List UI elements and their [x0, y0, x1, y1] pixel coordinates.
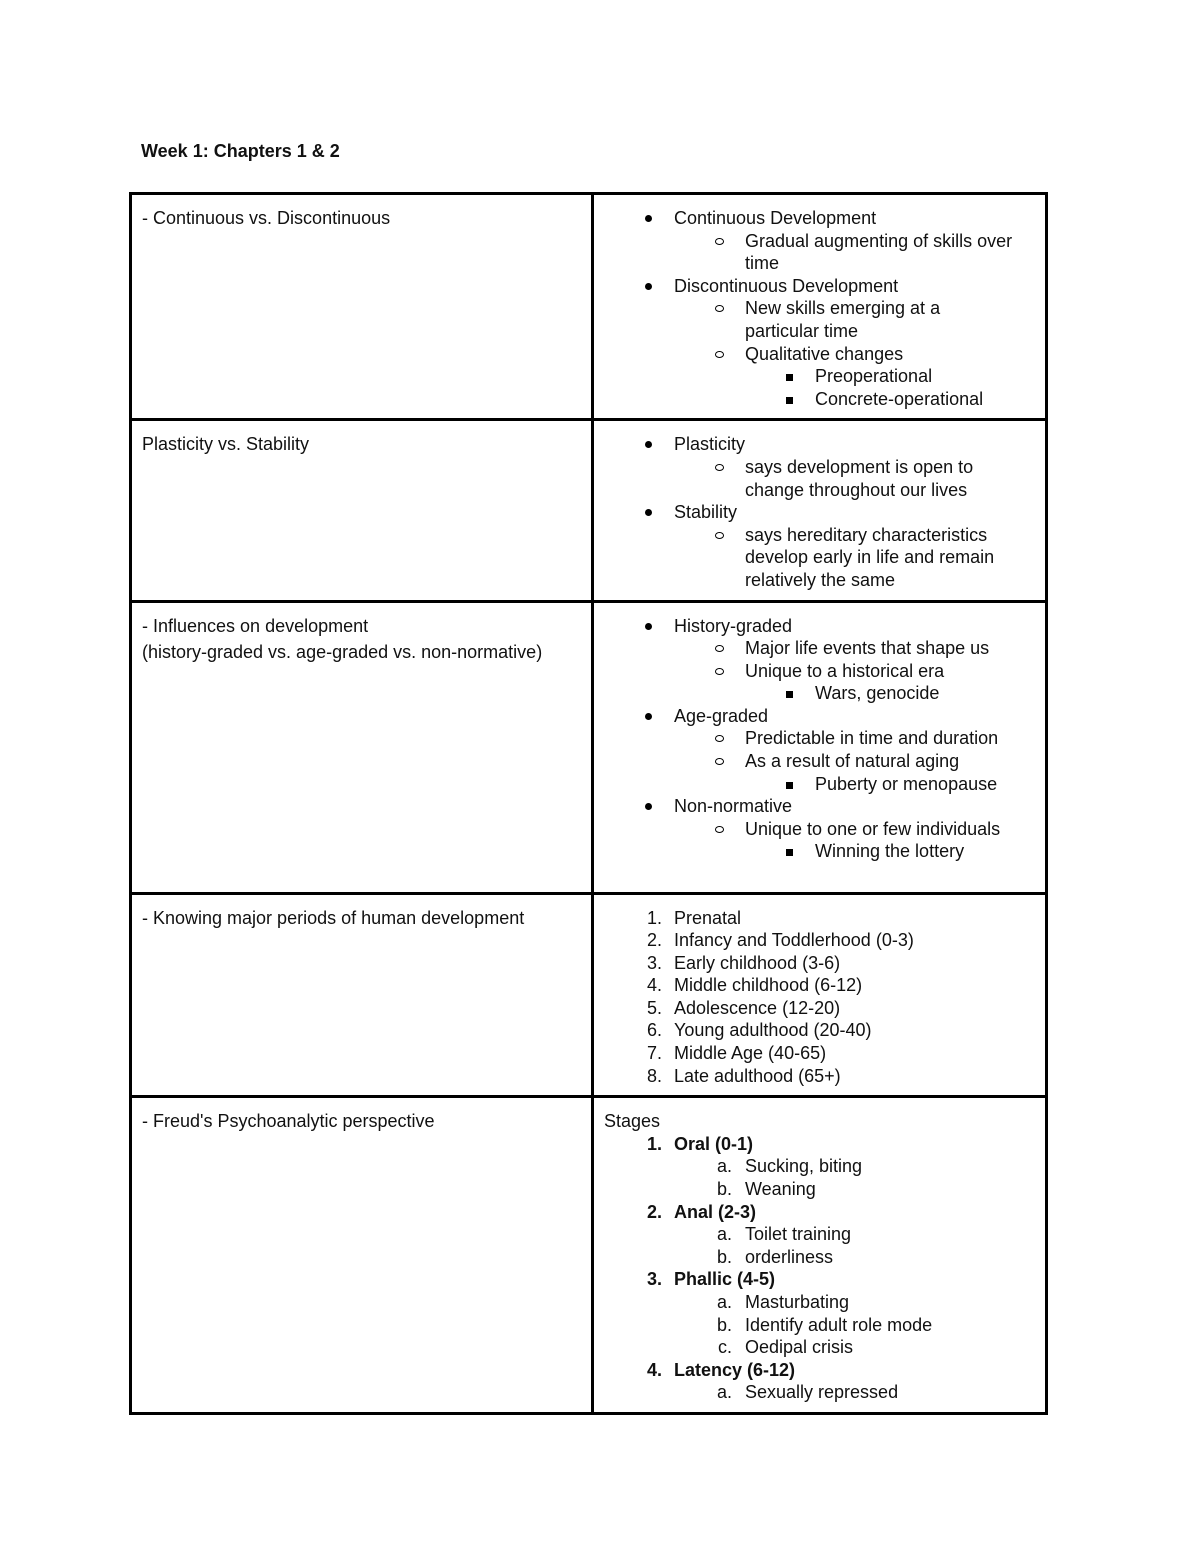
- list-item-text: New skills emerging at a: [745, 298, 941, 319]
- list-marker: a.: [716, 1224, 732, 1245]
- list-item-text: Identify adult role mode: [745, 1314, 933, 1335]
- list-item-text: Early childhood (3-6): [674, 952, 841, 973]
- list-item-text: Prenatal: [674, 907, 742, 928]
- list-item-text: Late adulthood (65+): [674, 1065, 841, 1086]
- list-item: [604, 1133, 1037, 1156]
- list-item-text: Sucking, biting: [745, 1156, 863, 1177]
- list-item: [604, 388, 1037, 411]
- list-item-text: Toilet training: [745, 1224, 852, 1245]
- topic-cell: [131, 1097, 593, 1414]
- list-item: [604, 997, 1037, 1020]
- list-item: [604, 569, 1037, 592]
- list-item: [604, 637, 1037, 660]
- list-item: [604, 929, 1037, 952]
- list-item-text: Unique to one or few individuals: [745, 818, 1001, 839]
- list-item-text: Middle Age (40-65): [674, 1043, 827, 1064]
- list-item-text: particular time: [745, 320, 859, 341]
- list-item-text: Latency (6-12): [674, 1359, 796, 1380]
- table-row: [131, 194, 1047, 420]
- list-item-text: develop early in life and remain: [745, 547, 995, 568]
- list-item: [604, 479, 1037, 502]
- list-item: [604, 252, 1037, 275]
- list-marker: 2.: [646, 1201, 662, 1222]
- topic-text: Plasticity vs. Stability: [142, 434, 310, 455]
- list-item: [604, 1359, 1037, 1382]
- list-marker: a.: [716, 1292, 732, 1312]
- topic-text: - Freud's Psychoanalytic perspective: [142, 1111, 435, 1132]
- list-marker: a.: [716, 1382, 732, 1403]
- list-item: [604, 773, 1037, 796]
- notes-cell: [593, 601, 1047, 893]
- notes-table: [129, 192, 1048, 1415]
- list-item-text: Sexually repressed: [745, 1382, 899, 1403]
- list-item-text: Middle childhood (6-12): [674, 975, 863, 996]
- list-item: [604, 546, 1037, 569]
- list-item: [604, 952, 1037, 975]
- list-item-text: says development is open to: [745, 456, 974, 477]
- list-item-text: Masturbating: [745, 1292, 850, 1312]
- list-item-text: Continuous Development: [674, 208, 877, 228]
- list-heading: [604, 1110, 1037, 1133]
- list-item: [604, 727, 1037, 750]
- notes-cell: [593, 420, 1047, 601]
- list-item: [604, 1246, 1037, 1269]
- list-item-text: Weaning: [745, 1179, 816, 1200]
- list-item-text: Stability: [674, 502, 738, 523]
- list-marker: b.: [716, 1179, 732, 1200]
- list-item-text: change throughout our lives: [745, 479, 968, 500]
- list-item: [604, 660, 1037, 683]
- list-item-text: Discontinuous Development: [674, 275, 899, 296]
- list-item: [604, 1268, 1037, 1291]
- list-item-text: Qualitative changes: [745, 343, 904, 364]
- list-marker: 7.: [646, 1043, 662, 1064]
- list-item-text: Age-graded: [674, 705, 769, 726]
- list-item: [604, 524, 1037, 547]
- list-item: [604, 343, 1037, 366]
- list-item-text: orderliness: [745, 1246, 834, 1267]
- list-item-text: Predictable in time and duration: [745, 728, 999, 749]
- list-item: [604, 1065, 1037, 1088]
- list-item-text: says hereditary characteristics: [745, 524, 988, 545]
- topic-text: - Continuous vs. Discontinuous: [142, 208, 391, 228]
- topic-cell: [131, 420, 593, 601]
- table-row: [131, 420, 1047, 601]
- list-item: [604, 1381, 1037, 1404]
- list-marker: 2.: [646, 930, 662, 951]
- list-item: [604, 907, 1037, 930]
- list-marker: 6.: [646, 1020, 662, 1041]
- topic-text: - Knowing major periods of human development: [142, 907, 525, 928]
- table-row: [131, 1097, 1047, 1414]
- list-item: [604, 818, 1037, 841]
- list-item-text: As a result of natural aging: [745, 751, 960, 772]
- topic-text: - Influences on development: [142, 615, 369, 636]
- topic-cell: [131, 893, 593, 1097]
- notes-cell: [593, 893, 1047, 1097]
- list-item: [604, 275, 1037, 298]
- list-item: [604, 1314, 1037, 1337]
- list-item-text: time: [745, 253, 780, 274]
- list-item-text: Winning the lottery: [815, 841, 965, 862]
- list-item-text: Oral (0-1): [674, 1133, 754, 1154]
- list-item: [604, 1291, 1037, 1314]
- list-item-text: Phallic (4-5): [674, 1269, 776, 1290]
- list-marker: b.: [716, 1246, 732, 1267]
- list-marker: b.: [716, 1314, 732, 1335]
- list-marker: 3.: [646, 952, 662, 973]
- list-item: [604, 207, 1037, 230]
- list-item: [604, 320, 1037, 343]
- list-item: [604, 795, 1037, 818]
- list-marker: 4.: [646, 975, 662, 996]
- table-row: [131, 601, 1047, 893]
- list-item-text: Infancy and Toddlerhood (0-3): [674, 930, 914, 951]
- list-item-text: Puberty or menopause: [815, 773, 998, 794]
- list-item-text: relatively the same: [745, 569, 896, 590]
- list-item: [604, 1042, 1037, 1065]
- list-marker: 8.: [646, 1065, 662, 1086]
- list-item: [604, 1019, 1037, 1042]
- list-item-text: Anal (2-3): [674, 1201, 757, 1222]
- list-item-text: Wars, genocide: [815, 683, 940, 704]
- list-item-text: Preoperational: [815, 366, 933, 387]
- topic-cell: [131, 194, 593, 420]
- list-marker: 4.: [646, 1359, 662, 1380]
- list-item-text: Adolescence (12-20): [674, 997, 841, 1018]
- list-item: [604, 1178, 1037, 1201]
- topic-cell: [131, 601, 593, 893]
- list-item: [604, 456, 1037, 479]
- list-item: [604, 1223, 1037, 1246]
- list-item: [604, 501, 1037, 524]
- document-title: Week 1: Chapters 1 & 2: [141, 141, 340, 161]
- list-item-text: History-graded: [674, 615, 793, 636]
- list-marker: c.: [717, 1337, 732, 1358]
- list-item-text: Major life events that shape us: [745, 638, 990, 659]
- list-item: [604, 1336, 1037, 1359]
- list-item: [604, 750, 1037, 773]
- list-item: [604, 297, 1037, 320]
- list-item-text: Stages: [604, 1111, 661, 1132]
- list-item-text: Unique to a historical era: [745, 660, 945, 681]
- list-item: [604, 615, 1037, 638]
- list-item: [604, 840, 1037, 863]
- list-item: [604, 365, 1037, 388]
- list-item: [604, 230, 1037, 253]
- list-item: [604, 682, 1037, 705]
- table-row: [131, 893, 1047, 1097]
- list-marker: 5.: [646, 997, 662, 1018]
- list-marker: 1.: [646, 1133, 662, 1154]
- list-item-text: Plasticity: [674, 434, 746, 455]
- list-item-text: Concrete-operational: [815, 388, 984, 409]
- list-marker: a.: [716, 1156, 732, 1177]
- list-item: [604, 974, 1037, 997]
- list-marker: 1.: [646, 907, 662, 928]
- list-marker: 3.: [646, 1269, 662, 1290]
- list-item-text: Gradual augmenting of skills over: [745, 230, 1013, 251]
- list-item: [604, 705, 1037, 728]
- list-item-text: Oedipal crisis: [745, 1337, 854, 1358]
- list-item: [604, 1201, 1037, 1224]
- list-item: [604, 433, 1037, 456]
- list-item-text: Non-normative: [674, 796, 793, 817]
- list-item-text: Young adulthood (20-40): [674, 1020, 872, 1041]
- list-item: [604, 1155, 1037, 1178]
- topic-text: (history-graded vs. age-graded vs. non-normative): [142, 642, 543, 663]
- notes-cell: [593, 1097, 1047, 1414]
- notes-cell: [593, 194, 1047, 420]
